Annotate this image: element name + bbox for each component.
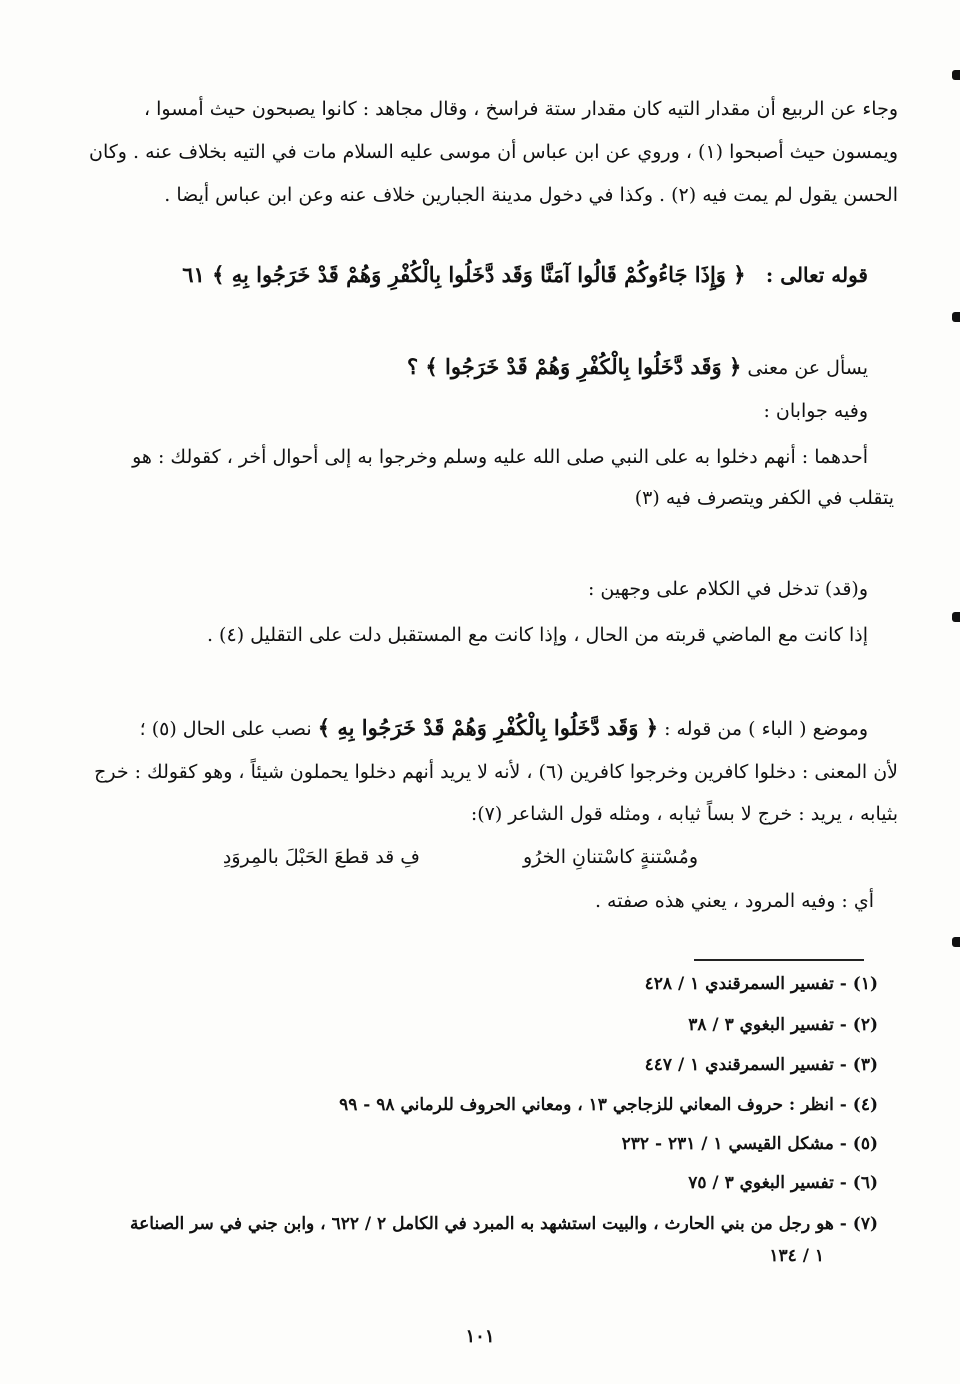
verse-intro: قوله تعالى :: [765, 263, 868, 287]
paragraph1-line-1: وجاء عن الربيع أن مقدار التيه كان مقدار ستة فراسخ ، وقال مجاهد : كانوا يصبحون حيث أمسوا ،: [143, 98, 898, 120]
poem-explanation: أي : وفيه المرود ، يعني هذه صفته .: [594, 890, 874, 912]
footnote-3: (٣) - تفسير السمرقندي ١ / ٤٤٧: [644, 1055, 878, 1075]
verse-text: ﴿ وَإِذَا جَاءُوكُمْ قَالُوا آمَنَّا وَقَد دَّخَلُوا بِالْكُفْرِ وَهُمْ قَدْ خَرَجُوا بِهِ ﴾ ٦١: [182, 262, 746, 287]
footnote-6: (٦) - تفسير البغوي ٣ / ٧٥: [688, 1173, 878, 1193]
poem-hemistich-right: ومُسْتنةٍ كاسْتنانِ الخرُو: [523, 846, 698, 868]
edge-mark: [952, 70, 960, 80]
page-number: ١٠١: [465, 1326, 495, 1347]
question-quote: ﴿ وَقَد دَّخَلُوا بِالْكُفْرِ وَهُمْ قَدْ خَرَجُوا ﴾ ؟: [406, 354, 742, 379]
baa-quote: ﴿ وَقَد دَّخَلُوا بِالْكُفْرِ وَهُمْ قَدْ خَرَجُوا بِهِ ﴾: [317, 715, 659, 740]
answer1-line-1: أحدهما : أنهم دخلوا به على النبي صلى الله عليه وسلم وخرجوا به إلى أحوال أخر ، كقولك : هو: [132, 446, 868, 468]
footnote-1: (١) - تفسير السمرقندي ١ / ٤٢٨: [644, 974, 878, 994]
footnote-7-continued: ١ / ١٣٤: [769, 1246, 824, 1266]
footnote-7: (٧) - هو رجل من بني الحارث ، والبيت استشهد به المبرد في الكامل ٢ / ٦٢٢ ، وابن جني في سر الصناعة: [130, 1214, 878, 1234]
baa-line-1: [64, 715, 868, 740]
footnote-divider: [694, 959, 864, 961]
footnote-2: (٢) - تفسير البغوي ٣ / ٣٨: [688, 1015, 878, 1035]
paragraph1-line-3: الحسن يقول لم يمت فيه (٢) . وكذا في دخول مدينة الجبارين خلاف عنه وعن ابن عباس أيضا .: [164, 184, 898, 206]
edge-mark: [952, 312, 960, 322]
baa-line-2: لأن المعنى : دخلوا كافرين وخرجوا كافرين (٦) ، لأنه لا يريد أنهم دخلوا يحملون شيئاً ، وهو كقولك : خرج: [94, 761, 898, 783]
edge-mark: [952, 612, 960, 622]
baa-line-3: بثيابه ، يريد : خرج لا بساً ثيابه ، ومثله قول الشاعر (٧):: [470, 803, 898, 825]
baa-prefix: وموضع ( الباء ) من قوله :: [664, 718, 868, 740]
question-line: [80, 354, 868, 379]
answer1-line-2: يتقلب في الكفر ويتصرف فيه (٣): [634, 487, 894, 509]
answers-heading: وفيه جوابان :: [763, 400, 868, 422]
verse-line: [80, 262, 868, 287]
footnote-5: (٥) - مشكل القيسي ١ / ٢٣١ - ٢٣٢: [621, 1134, 878, 1154]
qad-line-1: و(قد) تدخل في الكلام على وجهين :: [587, 578, 868, 600]
edge-mark: [952, 937, 960, 947]
qad-line-2: إذا كانت مع الماضي قربته من الحال ، وإذا كانت مع المستقبل دلت على التقليل (٤) .: [206, 624, 868, 646]
question-prefix: يسأل عن معنى: [747, 357, 868, 379]
poem-hemistich-left: فِ قد قطعَ الحَبْلَ بالمِروَدِ: [222, 846, 420, 868]
footnote-4: (٤) - انظر : حروف المعاني للزجاجي ١٣ ، ومعاني الحروف للرماني ٩٨ - ٩٩: [339, 1095, 878, 1115]
paragraph1-line-2: ويمسون حيث أصبحوا (١) ، وروي عن ابن عباس أن موسى عليه السلام مات في التيه بخلاف عنه . وكان: [88, 141, 898, 163]
baa-suffix: نصب على الحال (٥) ؛: [139, 718, 312, 740]
